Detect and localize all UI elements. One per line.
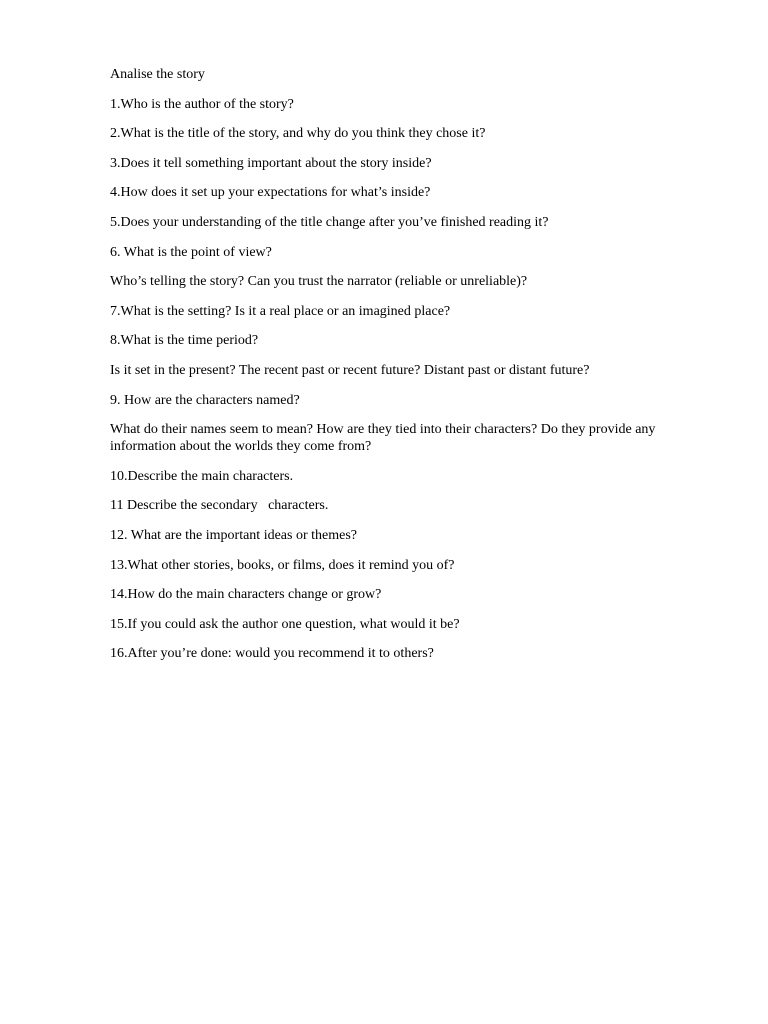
question-10: 10.Describe the main characters. [110,468,294,484]
question-12: 12. What are the important ideas or themes? [110,527,357,543]
question-6-detail: Who’s telling the story? Can you trust the narrator (reliable or unreliable)? [110,274,528,290]
question-4: 4.How does it set up your expectations for what’s inside? [110,185,431,201]
question-9-detail: What do their names seem to mean? How are they tied into their characters? Do they provide any information about the worlds they come from? [110,422,659,455]
question-13: 13.What other stories, books, or films, does it remind you of? [110,557,455,573]
question-2: 2.What is the title of the story, and why do you think they chose it? [110,126,486,142]
question-16: 16.After you’re done: would you recommend it to others? [110,646,434,662]
document-page [110,66,690,675]
question-1: 1.Who is the author of the story? [110,96,294,112]
question-8: 8.What is the time period? [110,333,259,349]
document-title: Analise the story [110,67,205,82]
question-9: 9. How are the characters named? [110,392,300,408]
question-3: 3.Does it tell something important about the story inside? [110,155,432,171]
question-5: 5.Does your understanding of the title change after you’ve finished reading it? [110,214,549,230]
question-6: 6. What is the point of view? [110,244,272,260]
question-7: 7.What is the setting? Is it a real place or an imagined place? [110,303,451,319]
question-14: 14.How do the main characters change or grow? [110,587,382,603]
question-8-detail: Is it set in the present? The recent past or recent future? Distant past or distant future? [110,362,590,378]
question-11: 11 Describe the secondary characters. [110,498,329,514]
question-15: 15.If you could ask the author one question, what would it be? [110,616,460,632]
